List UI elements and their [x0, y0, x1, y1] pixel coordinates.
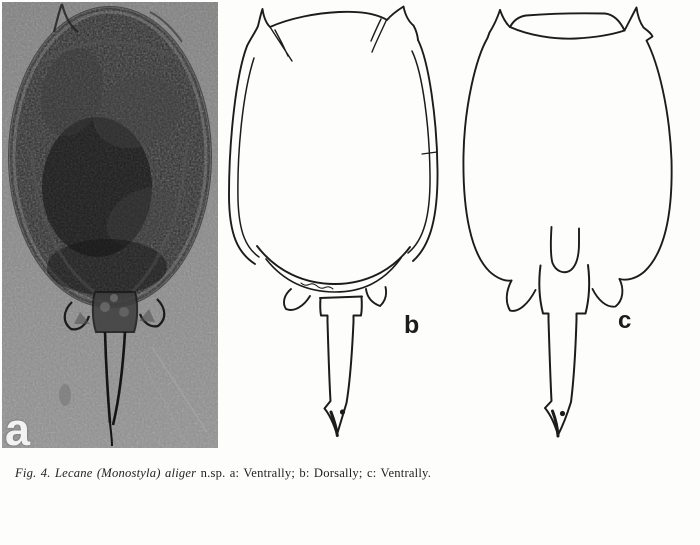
- body-outline-c: [463, 8, 671, 281]
- foot-tongue-c: [551, 227, 579, 272]
- posterior-inner-arc-b: [257, 246, 410, 284]
- panel-c-label: c: [618, 307, 632, 334]
- claw-joint-b: [340, 409, 345, 414]
- left-flap-c: [507, 281, 536, 311]
- head-aperture-bottom-c: [510, 27, 625, 39]
- left-fold-lines-b: [270, 27, 292, 61]
- right-fold-lines-b: [371, 19, 386, 52]
- posterior-flaps-b: [284, 287, 386, 310]
- anterior-margin-spines-b: [247, 7, 418, 47]
- claw-b: [331, 412, 337, 436]
- right-inner-margin-b: [408, 51, 430, 253]
- right-flap-c: [593, 279, 623, 307]
- foot-plate-b: [320, 297, 362, 322]
- right-spine-c: [625, 8, 644, 31]
- figure-caption: [15, 466, 575, 481]
- head-aperture-top-c: [510, 13, 625, 30]
- caption-roman-text: n.sp. a: Ventrally; b: Dorsally; c: Ventrally.: [196, 466, 432, 480]
- left-inner-margin-b: [238, 58, 259, 257]
- posterior-outer-arc-b: [266, 258, 401, 292]
- caption-italic-text: Fig. 4. Lecane (Monostyla) aliger: [15, 466, 197, 480]
- photo-panel: [2, 2, 218, 455]
- panel-a-label: a: [5, 404, 31, 455]
- foot-plate-right-c: [577, 265, 590, 320]
- claw-joint-c: [560, 411, 565, 416]
- micrograph-image: [2, 2, 218, 448]
- posterior-structures-c: [507, 227, 623, 320]
- toe-c: [545, 320, 577, 437]
- right-outer-margin-b: [413, 40, 438, 261]
- left-margin-c: [463, 10, 511, 281]
- drawing-b-dorsal: [225, 0, 445, 455]
- foot-plate-left-c: [539, 266, 548, 320]
- toe-b: [325, 322, 354, 436]
- drawing-c-ventral: [455, 0, 700, 455]
- right-margin-c: [620, 28, 672, 280]
- left-spine-inner-c: [500, 10, 510, 27]
- panel-b-label: b: [404, 311, 420, 339]
- body-outline-b: [229, 7, 438, 293]
